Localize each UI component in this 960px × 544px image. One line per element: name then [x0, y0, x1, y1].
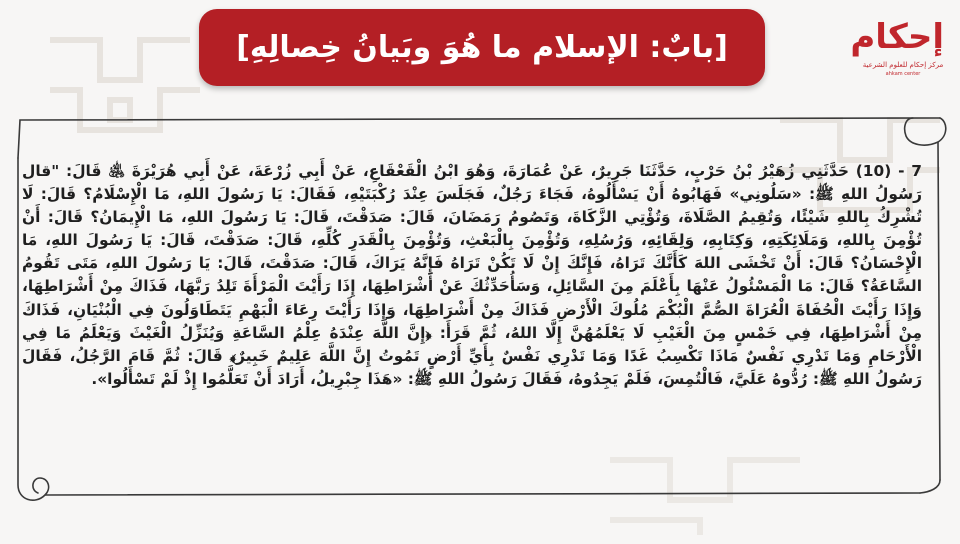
logo-subtitle: مركز إحكام للعلوم الشرعية — [862, 61, 944, 69]
hadith-text-block — [22, 160, 922, 480]
title-banner — [199, 9, 765, 86]
background-ornament-left — [40, 20, 220, 160]
page-title: [بابٌ: الإسلام ما هُوَ وبَيانُ خِصالِهِ] — [236, 30, 728, 65]
logo-tagline: ahkam center — [885, 71, 921, 77]
logo — [850, 14, 948, 92]
hadith-body: حَدَّثَنِي زُهَيْرُ بْنُ حَرْبٍ، حَدَّثَنَا جَرِيرٌ، عَنْ عُمَارَةَ، وَهُوَ ابْنُ الْقَعْقَاعِ، عَنْ أَبِي زُرْعَةَ، عَنْ أَبِي هُرَيْرَةَ ﵁ قَالَ: "قال رَسُولُ اللهِ ﷺ: «سَلُونِي» فَهَابُوهُ أَنْ يَسْأَلُوهُ، فَجَاءَ رَجُلٌ، فَجَلَسَ عِنْدَ رُكْبَتَيْهِ، فَقَالَ: يَا رَسُولَ اللهِ، مَا الْإِسْلَامُ؟ قَالَ: لَا تُشْرِكُ بِاللهِ شَيْئًا، وَتُقِيمُ الصَّلَاةَ، وَتُؤْتِي الزَّكَاةَ، وَتَصُومُ رَمَضَانَ، قَالَ: صَدَقْتَ، قَالَ: يَا رَسُولَ اللهِ، مَا الْإِيمَانُ؟ قَالَ: أَنْ تُؤْمِنَ بِاللهِ، وَمَلَائِكَتِهِ، وَكِتَابِهِ، وَلِقَائِهِ، وَرُسُلِهِ، وَتُؤْمِنَ بِالْبَعْثِ، وَتُؤْمِنَ بِالْقَدَرِ كُلِّهِ، قَالَ: صَدَقْتَ، قَالَ: يَا رَسُولَ اللهِ، مَا الْإِحْسَانُ؟ قَالَ: أَنْ تَخْشَى اللهَ كَأَنَّكَ تَرَاهُ، فَإِنَّكَ إِنْ لَا تَكُنْ تَرَاهُ فَإِنَّهُ يَرَاكَ، قَالَ: صَدَقْتَ، قَالَ: يَا رَسُولَ اللهِ، مَتَى تَقُومُ السَّاعَةُ؟ قَالَ: مَا الْمَسْئُولُ عَنْهَا بِأَعْلَمَ مِنَ السَّائِلِ، وَسَأُحَدِّثُكَ عَنْ أَشْرَاطِهَا، إِذَا رَأَيْتَ الْمَرْأَةَ تَلِدُ رَبَّهَا، فَذَاكَ مِنْ أَشْرَاطِهَا، وَإِذَا رَأَيْتَ الْحُفَاةَ الْعُرَاةَ الصُّمَّ الْبُكْمَ مُلُوكَ الْأَرْضِ فَذَاكَ مِنْ أَشْرَاطِهَا، وَإِذَا رَأَيْتَ رِعَاءَ الْبَهْمِ يَتَطَاوَلُونَ فِي الْبُنْيَانِ، فَذَاكَ مِنْ أَشْرَاطِهَا، فِي خَمْسٍ مِنَ الْغَيْبِ لَا يَعْلَمُهُنَّ إِلَّا اللهُ، ثُمَّ قَرَأَ: ﴿إِنَّ اللَّهَ عِنْدَهُ عِلْمُ السَّاعَةِ وَيُنَزِّلُ الْغَيْثَ وَيَعْلَمُ مَا فِي الْأَرْحَامِ وَمَا تَدْرِي نَفْسٌ مَاذَا تَكْسِبُ غَدًا وَمَا تَدْرِي نَفْسٌ بِأَيِّ أَرْضٍ تَمُوتُ إِنَّ اللَّهَ عَلِيمٌ خَبِيرٌ﴾ قَالَ: ثُمَّ قَامَ الرَّجُلُ، فَقَالَ رَسُولُ اللهِ ﷺ: رُدُّوهُ عَلَيَّ، فَالْتُمِسَ، فَلَمْ يَجِدُوهُ، فَقَالَ رَسُولُ اللهِ ﷺ: «هَذَا جِبْرِيلُ، أَرَادَ أَنْ تَعَلَّمُوا إِذْ لَمْ تَسْأَلُوا». — [22, 162, 922, 388]
hadith-number: 7 - (10) — [855, 162, 922, 180]
logo-name: إحكام — [850, 17, 944, 57]
